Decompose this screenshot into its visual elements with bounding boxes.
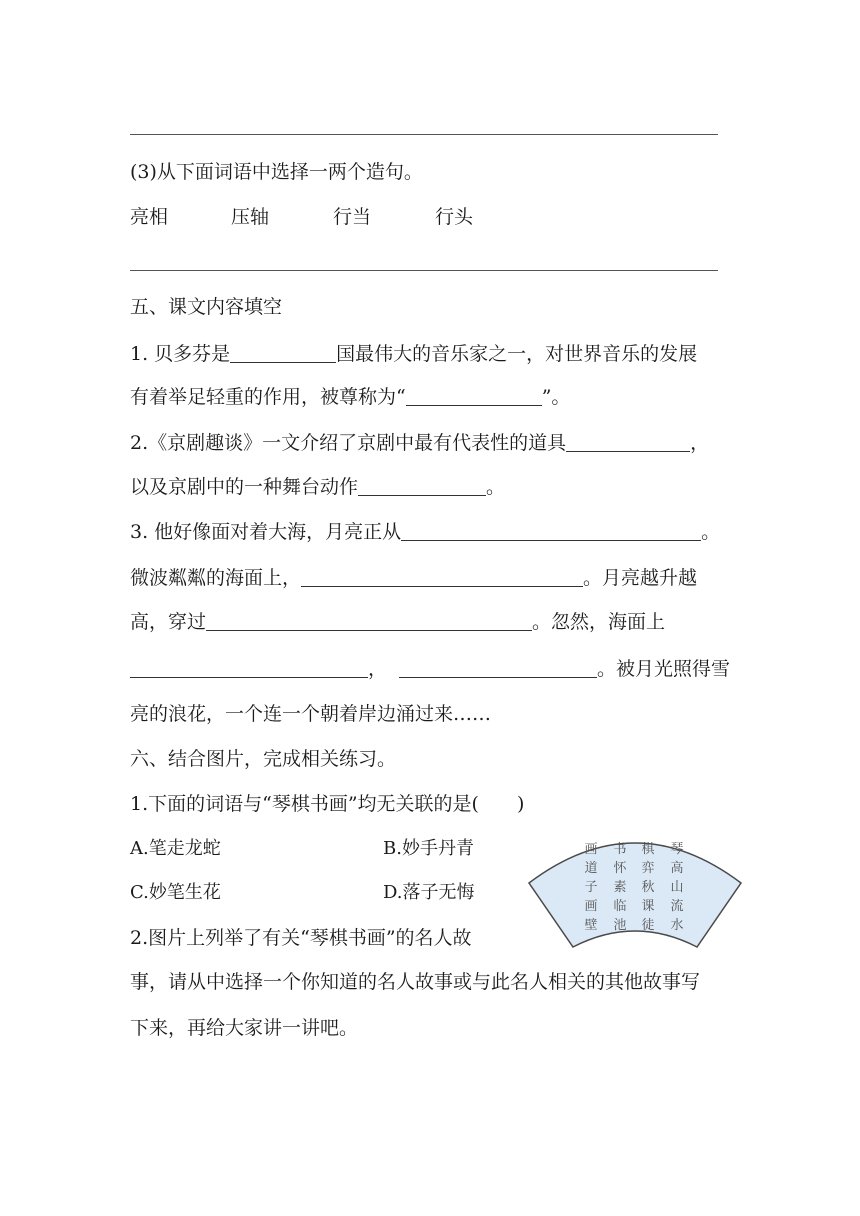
fill-blank[interactable]	[401, 522, 701, 541]
fan-char: 棋	[641, 842, 655, 857]
fill-item-1-line-2	[130, 387, 570, 407]
fan-char: 画	[584, 899, 598, 914]
fill-text: 以及京剧中的一种舞台动作	[130, 476, 359, 498]
fill-text: 。	[701, 521, 721, 543]
option-a[interactable]: A.笔走龙蛇	[130, 838, 221, 859]
fill-text: 1. 贝多芬是	[130, 343, 231, 365]
fan-char: 素	[613, 880, 627, 895]
fill-item-2-line-2	[130, 477, 505, 497]
fan-char: 高	[670, 861, 684, 876]
question-3-prompt: (3)从下面词语中选择一两个造句。	[130, 161, 423, 183]
fan-char: 琴	[670, 842, 684, 857]
fill-text: 3. 他好像面对着大海，月亮正从	[130, 521, 402, 543]
section-6-title: 六、结合图片，完成相关练习。	[130, 748, 397, 770]
fill-blank[interactable]	[230, 344, 336, 363]
question-6-1: 1.下面的词语与“琴棋书画”均无关联的是( )	[130, 793, 525, 815]
fill-text: 。月亮越升越	[583, 567, 698, 589]
word-hangdang: 行当	[333, 206, 372, 228]
fan-char: 水	[670, 918, 684, 933]
fill-text: 有着举足轻重的作用，被尊称为“	[130, 386, 406, 408]
answer-line	[130, 270, 718, 271]
fan-char: 画	[584, 842, 598, 857]
fill-blank[interactable]	[301, 568, 583, 587]
fan-char: 课	[641, 899, 655, 914]
fill-blank[interactable]	[399, 659, 597, 678]
fill-text: 。	[486, 476, 506, 498]
fan-char: 流	[670, 899, 684, 914]
option-d[interactable]: D.落子无悔	[383, 882, 475, 903]
fill-text: 国最伟大的音乐家之一，对世界音乐的发展	[336, 343, 698, 365]
fan-char: 弈	[641, 861, 655, 876]
fill-blank[interactable]	[566, 433, 690, 452]
answer-line	[130, 134, 718, 135]
fill-blank[interactable]	[358, 477, 486, 496]
fill-text: 2.《京剧趣谈》一文介绍了京剧中最有代表性的道具	[130, 432, 567, 454]
fill-blank[interactable]	[406, 387, 542, 406]
fan-column-qin	[670, 842, 683, 933]
question-6-2-line-3: 下来，再给大家讲一讲吧。	[130, 1017, 359, 1039]
fan-char: 子	[584, 880, 598, 895]
fill-text: 。被月光照得雪	[597, 658, 731, 680]
fan-char: 徒	[641, 918, 655, 933]
fan-column-hua	[584, 842, 597, 933]
fill-item-1-line-1	[130, 344, 697, 364]
fill-text: ”。	[541, 386, 571, 408]
fan-char: 临	[613, 899, 627, 914]
fill-text: 微波粼粼的海面上，	[130, 567, 302, 589]
fan-char: 怀	[613, 861, 627, 876]
word-xingtou: 行头	[435, 206, 474, 228]
fan-char: 道	[584, 861, 598, 876]
fan-char: 壁	[584, 918, 598, 933]
fill-item-3-line-4	[130, 659, 730, 679]
word-yazhou: 压轴	[231, 206, 270, 228]
fan-char: 池	[613, 918, 627, 933]
fill-text: ，	[368, 658, 388, 680]
fill-text: ，	[690, 432, 710, 454]
fill-blank[interactable]	[206, 612, 532, 631]
fan-char: 书	[613, 842, 627, 857]
folding-fan-illustration	[527, 825, 743, 957]
fan-char: 秋	[641, 880, 655, 895]
fill-blank[interactable]	[130, 659, 368, 678]
fill-item-3-line-1	[130, 522, 720, 542]
question-6-2-line-1: 2.图片上列举了有关“琴棋书画”的名人故	[130, 927, 472, 949]
fill-item-3-line-5: 亮的浪花，一个连一个朝着岸边涌过来……	[130, 703, 492, 725]
fan-shape	[529, 843, 741, 947]
fill-text: 高，穿过	[130, 611, 207, 633]
option-b[interactable]: B.妙手丹青	[383, 838, 474, 859]
fan-char: 山	[670, 880, 684, 895]
fan-column-qi	[641, 841, 655, 933]
option-c[interactable]: C.妙笔生花	[130, 882, 221, 903]
section-5-title: 五、课文内容填空	[130, 296, 283, 318]
fill-text: 。忽然，海面上	[532, 611, 666, 633]
fill-item-3-line-3	[130, 612, 665, 632]
fan-column-shu	[613, 841, 627, 933]
word-liangxiang: 亮相	[130, 206, 169, 228]
fill-item-3-line-2	[130, 568, 697, 588]
question-6-2-line-2: 事，请从中选择一个你知道的名人故事或与此名人相关的其他故事写	[130, 971, 701, 993]
fill-item-2-line-1	[130, 433, 709, 453]
